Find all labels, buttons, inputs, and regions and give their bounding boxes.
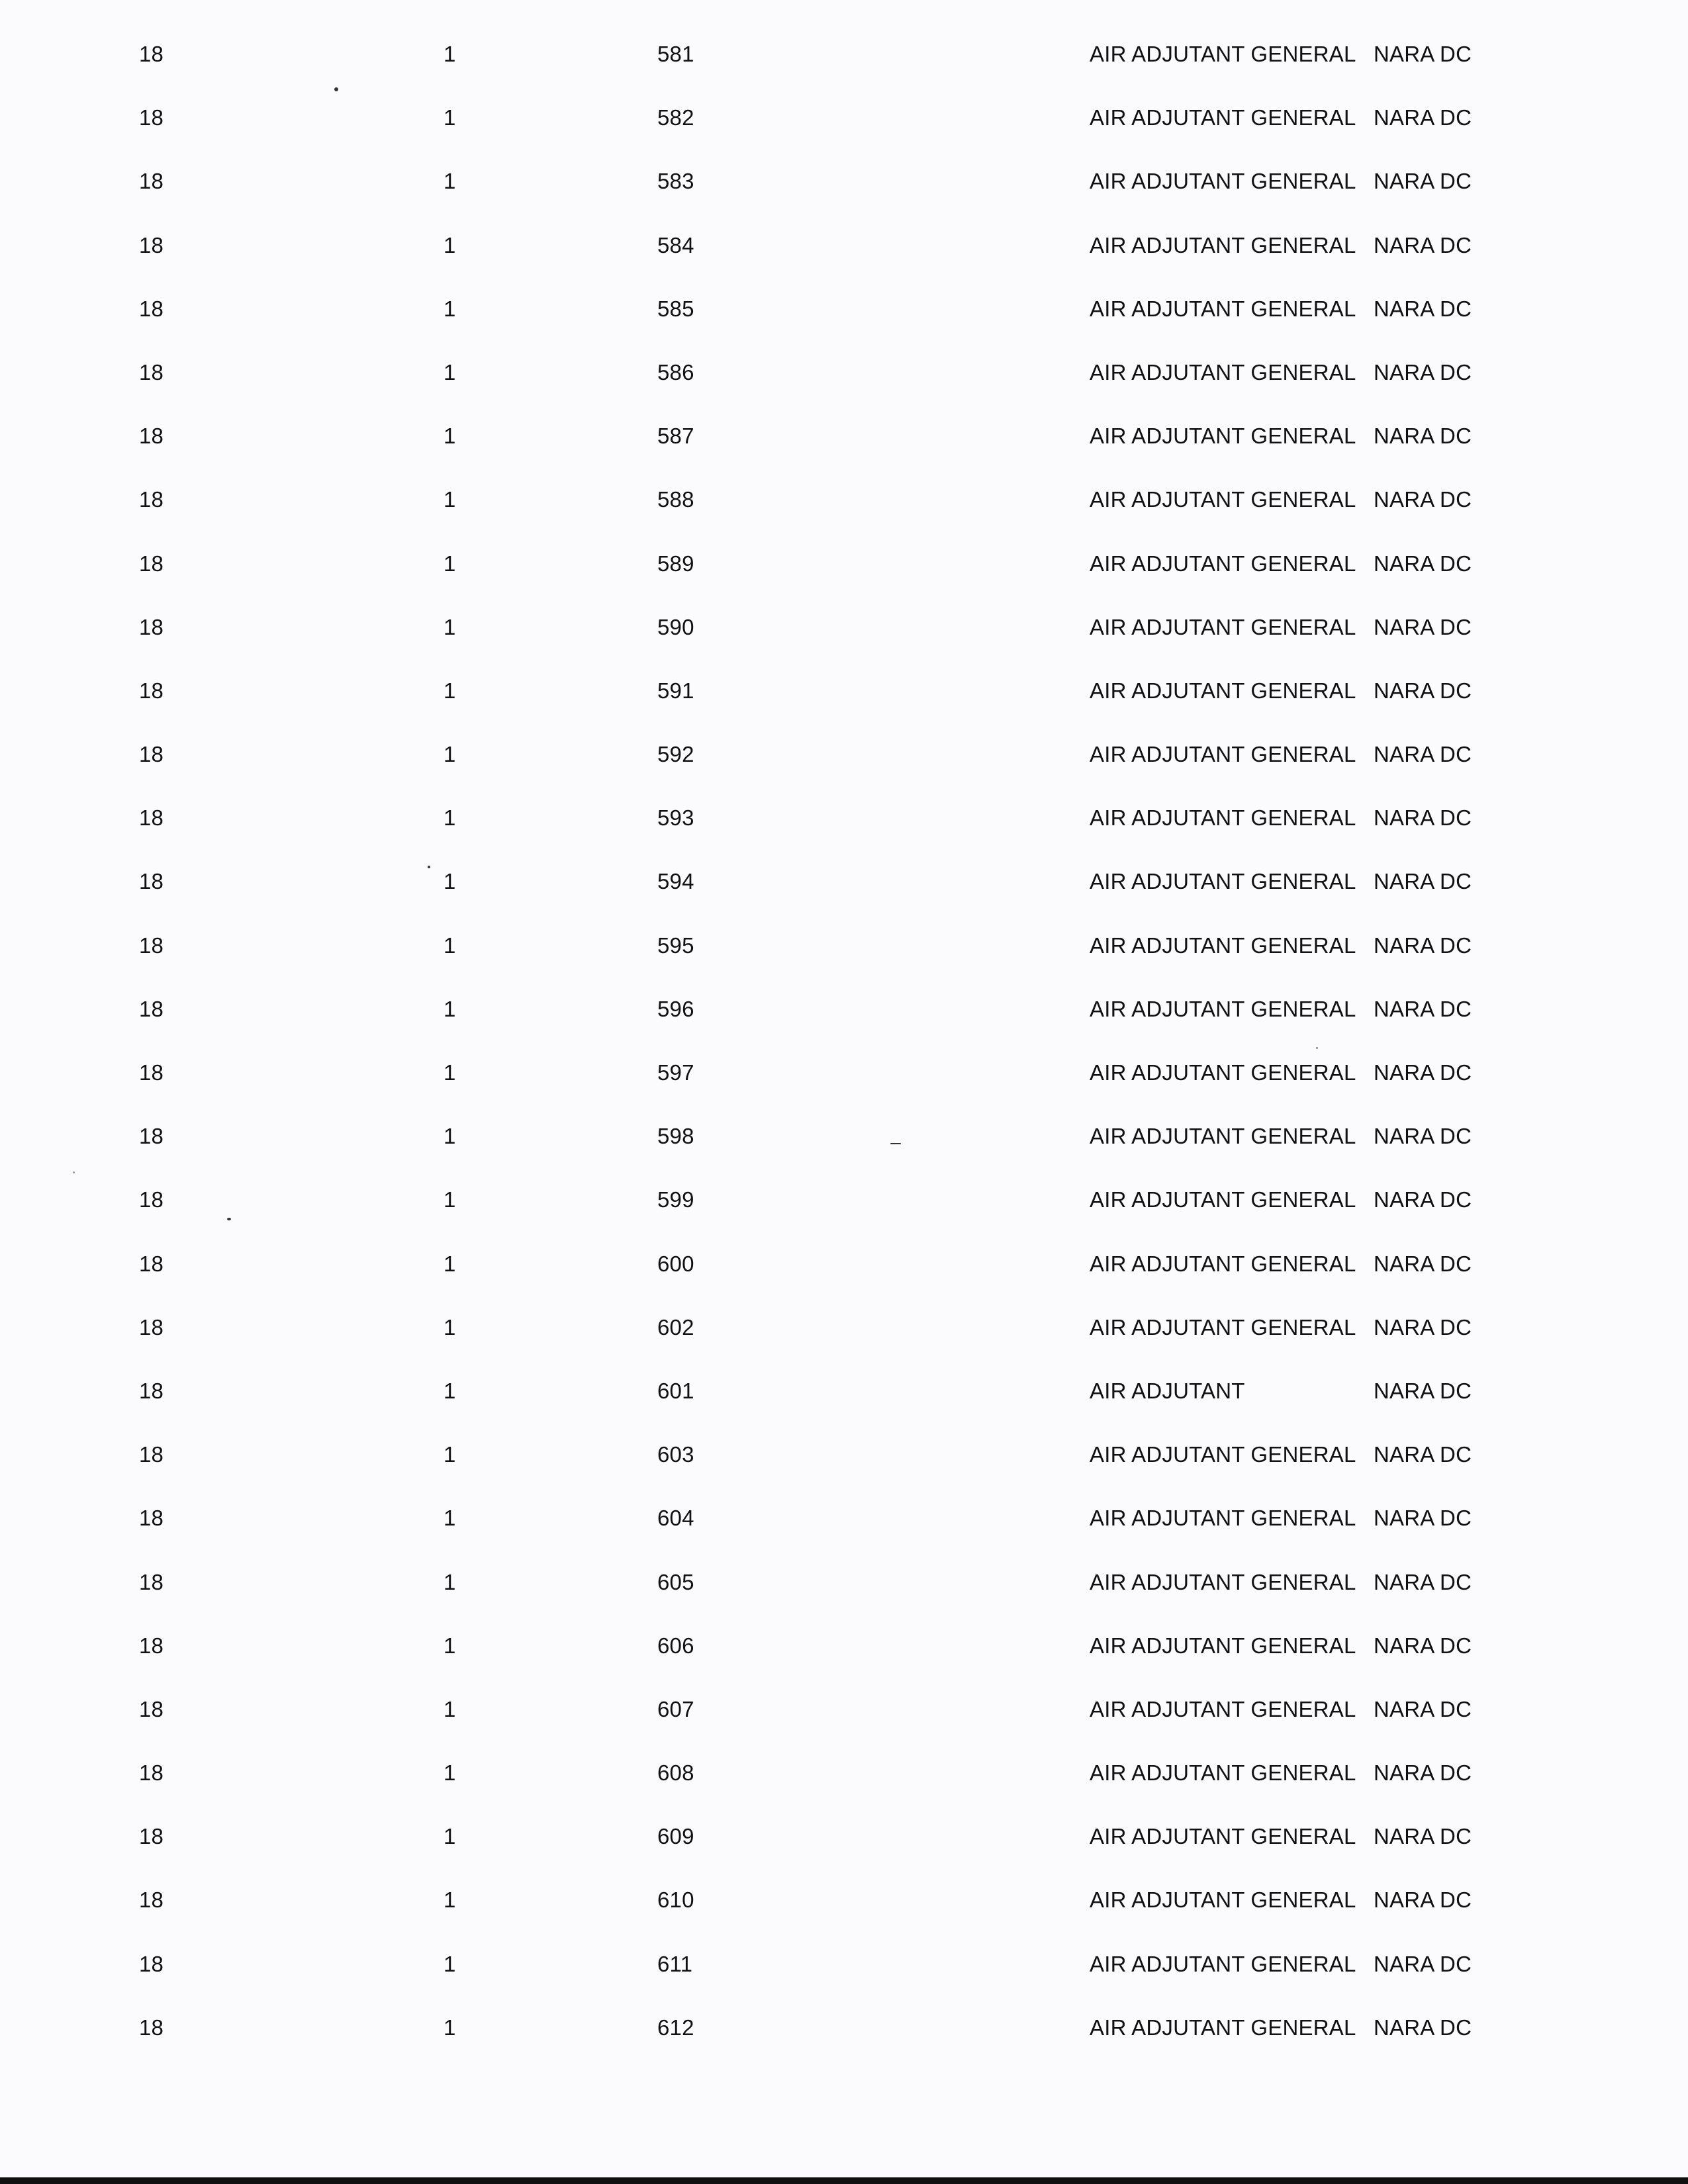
table-cell-c4: AIR ADJUTANT GENERAL [1090,805,1356,831]
table-cell-c5: NARA DC [1374,1569,1472,1594]
table-cell-c2: 1 [444,614,456,639]
table-cell-c1: 18 [139,1824,164,1849]
table-cell-c1: 18 [139,805,164,831]
table-cell-c3: 596 [657,996,694,1021]
table-cell-c4: AIR ADJUTANT GENERAL [1090,1442,1356,1467]
table-cell-c2: 1 [444,105,456,130]
table-cell-c2: 1 [444,1760,456,1786]
table-cell-c2: 1 [444,1951,456,1976]
table-cell-c2: 1 [444,1251,456,1276]
table-cell-c2: 1 [444,933,456,958]
scan-speck [334,87,338,91]
table-cell-c4: AIR ADJUTANT [1090,1378,1245,1403]
table-cell-c3: 599 [657,1187,694,1212]
table-cell-c4: AIR ADJUTANT GENERAL [1090,42,1356,66]
table-cell-c4: AIR ADJUTANT GENERAL [1090,1888,1356,1913]
table-cell-c3: 586 [657,359,694,385]
table-cell-c2: 1 [444,296,456,321]
table-cell-c4: AIR ADJUTANT GENERAL [1090,1506,1356,1531]
table-cell-c5: NARA DC [1374,1760,1472,1786]
table-row [0,416,1688,480]
table-row [0,1308,1688,1371]
table-cell-c2: 1 [444,1060,456,1085]
table-cell-c3: 604 [657,1506,694,1531]
table-row [0,34,1688,98]
table-cell-c3: 601 [657,1378,694,1403]
table-cell-c3: 608 [657,1760,694,1786]
table-cell-c5: NARA DC [1374,487,1472,512]
table-row [0,671,1688,735]
table-cell-c5: NARA DC [1374,424,1472,449]
table-cell-c3: 591 [657,678,694,703]
table-row [0,798,1688,862]
table-cell-c4: AIR ADJUTANT GENERAL [1090,105,1356,130]
table-cell-c3: 610 [657,1888,694,1913]
table-cell-c1: 18 [139,996,164,1021]
table-cell-c3: 584 [657,232,694,257]
table-cell-c2: 1 [444,678,456,703]
table-row [0,608,1688,671]
table-cell-c5: NARA DC [1374,2015,1472,2040]
table-cell-c3: 600 [657,1251,694,1276]
table-cell-c4: AIR ADJUTANT GENERAL [1090,1060,1356,1085]
table-cell-c3: 582 [657,105,694,130]
table-cell-c1: 18 [139,1378,164,1403]
table-cell-c5: NARA DC [1374,42,1472,66]
table-cell-c5: NARA DC [1374,996,1472,1021]
table-cell-c3: 589 [657,551,694,576]
table-cell-c5: NARA DC [1374,742,1472,767]
table-row [0,735,1688,798]
table-cell-c2: 1 [444,1569,456,1594]
table-cell-c3: 598 [657,1124,694,1149]
table-cell-c4: AIR ADJUTANT GENERAL [1090,742,1356,767]
table-cell-c5: NARA DC [1374,933,1472,958]
table-cell-c3: 594 [657,869,694,894]
table-cell-c4: AIR ADJUTANT GENERAL [1090,1314,1356,1340]
table-cell-c4: AIR ADJUTANT GENERAL [1090,1187,1356,1212]
table-cell-c1: 18 [139,105,164,130]
table-cell-c1: 18 [139,1442,164,1467]
table-row [0,926,1688,989]
table-cell-c2: 1 [444,1378,456,1403]
table-row [0,289,1688,353]
table-cell-c5: NARA DC [1374,1696,1472,1721]
table-cell-c1: 18 [139,551,164,576]
table-cell-c2: 1 [444,169,456,194]
table-row [0,1880,1688,1944]
table-cell-c1: 18 [139,169,164,194]
table-cell-c5: NARA DC [1374,1824,1472,1849]
table-cell-c1: 18 [139,614,164,639]
table-cell-c4: AIR ADJUTANT GENERAL [1090,232,1356,257]
scan-speck [73,1171,75,1173]
table-cell-c4: AIR ADJUTANT GENERAL [1090,424,1356,449]
table-cell-c1: 18 [139,1124,164,1149]
table-cell-c1: 18 [139,1060,164,1085]
table-cell-c2: 1 [444,1124,456,1149]
table-cell-c5: NARA DC [1374,1506,1472,1531]
table-cell-c1: 18 [139,869,164,894]
table-cell-c3: 603 [657,1442,694,1467]
table-row [0,1563,1688,1626]
table-cell-c1: 18 [139,232,164,257]
table-cell-c1: 18 [139,359,164,385]
table-cell-c4: AIR ADJUTANT GENERAL [1090,2015,1356,2040]
table-cell-c2: 1 [444,232,456,257]
table-cell-c2: 1 [444,805,456,831]
table-cell-c1: 18 [139,1251,164,1276]
table-cell-c2: 1 [444,1696,456,1721]
table-row [0,1817,1688,1880]
table-cell-c2: 1 [444,424,456,449]
table-cell-c3: 581 [657,42,694,66]
table-row [0,161,1688,225]
table-row [0,1690,1688,1753]
table-cell-c5: NARA DC [1374,551,1472,576]
table-cell-c3: 595 [657,933,694,958]
table-cell-c5: NARA DC [1374,614,1472,639]
table-cell-c5: NARA DC [1374,105,1472,130]
table-cell-c4: AIR ADJUTANT GENERAL [1090,169,1356,194]
table-cell-c2: 1 [444,1506,456,1531]
table-cell-c4: AIR ADJUTANT GENERAL [1090,1633,1356,1658]
table-cell-c1: 18 [139,742,164,767]
table-cell-c4: AIR ADJUTANT GENERAL [1090,1760,1356,1786]
scan-speck [428,866,430,868]
table-cell-c5: NARA DC [1374,1633,1472,1658]
table-cell-c1: 18 [139,296,164,321]
table-cell-c1: 18 [139,1633,164,1658]
table-cell-c2: 1 [444,1888,456,1913]
table-row [0,1944,1688,2008]
table-cell-c2: 1 [444,869,456,894]
table-cell-c3: 587 [657,424,694,449]
table-cell-c1: 18 [139,1760,164,1786]
table-cell-c4: AIR ADJUTANT GENERAL [1090,933,1356,958]
table-row [0,1244,1688,1308]
table-cell-c3: 588 [657,487,694,512]
table-cell-c4: AIR ADJUTANT GENERAL [1090,996,1356,1021]
scan-edge-bar [0,2177,1688,2184]
table-cell-c5: NARA DC [1374,169,1472,194]
table-cell-c3: 605 [657,1569,694,1594]
table-cell-c2: 1 [444,1824,456,1849]
table-row [0,1498,1688,1562]
table-cell-c4: AIR ADJUTANT GENERAL [1090,1569,1356,1594]
table-cell-c1: 18 [139,42,164,66]
table-cell-c1: 18 [139,424,164,449]
table-cell-c2: 1 [444,2015,456,2040]
table-cell-c3: 597 [657,1060,694,1085]
table-cell-c2: 1 [444,996,456,1021]
table-cell-c2: 1 [444,1442,456,1467]
table-cell-c5: NARA DC [1374,1378,1472,1403]
scan-speck [1316,1047,1318,1049]
table-cell-c4: AIR ADJUTANT GENERAL [1090,614,1356,639]
table-cell-c2: 1 [444,742,456,767]
table-cell-c2: 1 [444,1314,456,1340]
table-cell-c1: 18 [139,2015,164,2040]
table-row [0,544,1688,608]
table-cell-c3: 607 [657,1696,694,1721]
table-row [0,862,1688,925]
table-row [0,2008,1688,2071]
table-row [0,1753,1688,1817]
table-cell-c3: 583 [657,169,694,194]
table-cell-c3: 609 [657,1824,694,1849]
scan-speck [890,1143,901,1144]
record-list [0,34,1688,2071]
table-cell-c5: NARA DC [1374,1888,1472,1913]
table-cell-c3: 606 [657,1633,694,1658]
table-cell-c5: NARA DC [1374,1124,1472,1149]
table-row [0,1435,1688,1498]
table-cell-c2: 1 [444,487,456,512]
table-row [0,1180,1688,1244]
table-cell-c5: NARA DC [1374,1060,1472,1085]
table-row [0,1371,1688,1435]
table-cell-c5: NARA DC [1374,1951,1472,1976]
table-cell-c2: 1 [444,1187,456,1212]
table-cell-c5: NARA DC [1374,1251,1472,1276]
table-cell-c3: 590 [657,614,694,639]
table-cell-c5: NARA DC [1374,296,1472,321]
table-cell-c1: 18 [139,1569,164,1594]
table-cell-c5: NARA DC [1374,1314,1472,1340]
table-cell-c1: 18 [139,678,164,703]
table-cell-c2: 1 [444,42,456,66]
table-cell-c2: 1 [444,359,456,385]
table-cell-c5: NARA DC [1374,232,1472,257]
scan-speck [227,1218,231,1220]
table-row [0,989,1688,1053]
table-cell-c4: AIR ADJUTANT GENERAL [1090,487,1356,512]
table-row [0,226,1688,289]
table-row [0,98,1688,161]
table-cell-c1: 18 [139,1951,164,1976]
table-cell-c3: 585 [657,296,694,321]
table-cell-c4: AIR ADJUTANT GENERAL [1090,1696,1356,1721]
table-row [0,1116,1688,1180]
table-cell-c4: AIR ADJUTANT GENERAL [1090,1124,1356,1149]
table-cell-c4: AIR ADJUTANT GENERAL [1090,869,1356,894]
table-row [0,1626,1688,1690]
table-cell-c1: 18 [139,1888,164,1913]
table-cell-c5: NARA DC [1374,678,1472,703]
table-cell-c3: 592 [657,742,694,767]
table-cell-c1: 18 [139,933,164,958]
table-cell-c1: 18 [139,1696,164,1721]
table-cell-c3: 612 [657,2015,694,2040]
table-cell-c1: 18 [139,487,164,512]
table-cell-c4: AIR ADJUTANT GENERAL [1090,359,1356,385]
table-cell-c4: AIR ADJUTANT GENERAL [1090,296,1356,321]
table-cell-c1: 18 [139,1314,164,1340]
table-cell-c4: AIR ADJUTANT GENERAL [1090,1824,1356,1849]
table-row [0,480,1688,543]
table-row [0,1053,1688,1116]
table-cell-c5: NARA DC [1374,869,1472,894]
table-cell-c4: AIR ADJUTANT GENERAL [1090,678,1356,703]
table-cell-c5: NARA DC [1374,1187,1472,1212]
table-cell-c3: 593 [657,805,694,831]
table-cell-c2: 1 [444,551,456,576]
table-cell-c4: AIR ADJUTANT GENERAL [1090,1251,1356,1276]
table-cell-c1: 18 [139,1187,164,1212]
table-row [0,353,1688,416]
table-cell-c4: AIR ADJUTANT GENERAL [1090,551,1356,576]
table-cell-c5: NARA DC [1374,1442,1472,1467]
table-cell-c5: NARA DC [1374,805,1472,831]
table-cell-c3: 611 [657,1951,693,1976]
table-cell-c2: 1 [444,1633,456,1658]
table-cell-c3: 602 [657,1314,694,1340]
table-cell-c4: AIR ADJUTANT GENERAL [1090,1951,1356,1976]
table-cell-c1: 18 [139,1506,164,1531]
table-cell-c5: NARA DC [1374,359,1472,385]
